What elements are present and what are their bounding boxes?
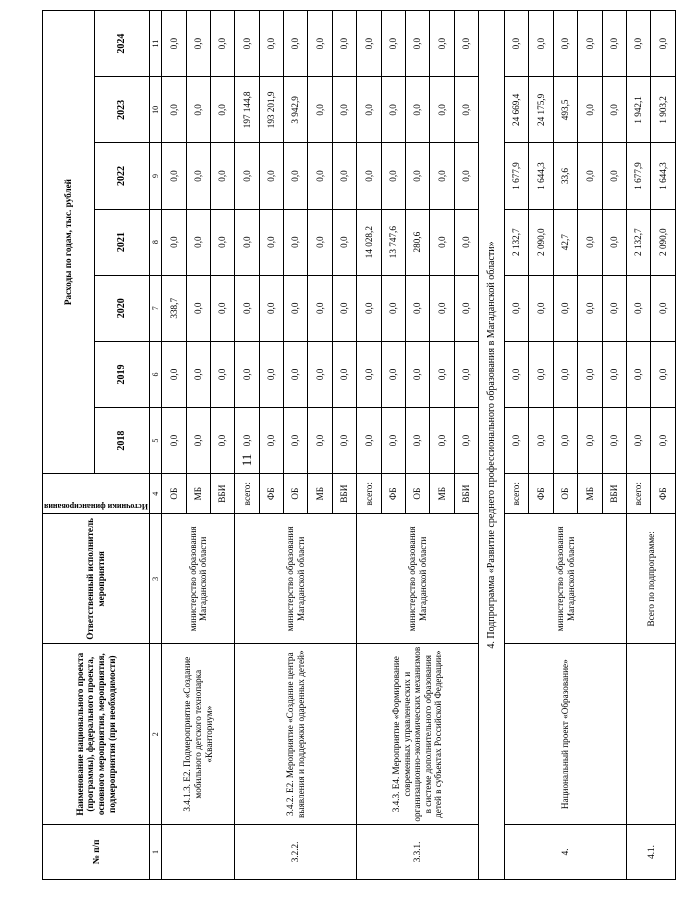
row-value-cell: 0,0 [186,143,210,209]
row-source-cell: всего: [357,474,381,514]
row-value-cell: 1 677,9 [505,143,529,209]
row-source-cell: ОБ [284,474,308,514]
row-value-cell: 0,0 [626,341,650,407]
row-value-cell: 0,0 [284,408,308,474]
row-name-cell: Национальный проект «Образование» [505,644,627,824]
row-value-cell: 0,0 [529,275,553,341]
row-number-cell: 3.2.2. [235,824,357,879]
row-source-cell: ВБИ [332,474,356,514]
row-source-cell: ОБ [553,474,577,514]
row-source-cell: МБ [186,474,210,514]
row-value-cell: 0,0 [381,77,405,143]
row-value-cell: 0,0 [210,11,234,77]
header-name: Наименование национального проекта (программы), федерального проекта, основного мероприятия, мероприятия, подмероприятия (при необходимости) [43,644,150,824]
row-value-cell: 0,0 [454,77,478,143]
header-year-2024: 2024 [94,11,149,77]
row-value-cell: 0,0 [430,408,454,474]
table-row [357,11,381,880]
row-value-cell: 24 175,9 [529,77,553,143]
row-value-cell: 0,0 [454,11,478,77]
row-value-cell: 0,0 [235,11,259,77]
row-source-cell: ФБ [259,474,283,514]
row-value-cell: 0,0 [186,408,210,474]
row-value-cell: 0,0 [505,275,529,341]
row-value-cell: 0,0 [162,143,186,209]
row-value-cell: 0,0 [529,408,553,474]
row-value-cell: 0,0 [259,275,283,341]
row-value-cell: 0,0 [162,209,186,275]
column-number-cell: 4 [149,474,161,514]
row-value-cell: 0,0 [505,11,529,77]
column-number-cell: 3 [149,514,161,644]
row-number-cell: 3.3.1. [357,824,479,879]
row-name-cell: 3.4.3. Е4. Мероприятие «Формирование современных управленческих и организационно-экономических механизмов в системе дополнительного образования детей в субъектах Российской Федерации» [357,644,479,824]
row-value-cell: 0,0 [332,275,356,341]
row-value-cell: 0,0 [529,341,553,407]
row-value-cell: 0,0 [602,77,626,143]
row-value-cell: 24 669,4 [505,77,529,143]
row-value-cell: 0,0 [308,143,332,209]
table-header [43,11,162,880]
row-value-cell: 0,0 [332,209,356,275]
row-value-cell: 0,0 [308,275,332,341]
row-source-cell: ВБИ [454,474,478,514]
row-source-cell: МБ [308,474,332,514]
row-number-cell: 4. [505,824,627,879]
row-value-cell: 0,0 [602,143,626,209]
row-value-cell: 0,0 [210,408,234,474]
row-executor-cell: министерство образования Магаданской области [357,514,479,644]
row-value-cell: 0,0 [162,77,186,143]
subprogram-title: 4. Подпрограмма «Развитие среднего профессионального образования в Магаданской области» [479,11,505,880]
row-value-cell: 0,0 [505,341,529,407]
row-source-cell: всего: [505,474,529,514]
row-value-cell: 0,0 [332,11,356,77]
header-year-2022: 2022 [94,143,149,209]
row-value-cell: 0,0 [332,143,356,209]
row-value-cell: 0,0 [235,341,259,407]
row-value-cell: 0,0 [308,77,332,143]
table-row [162,11,186,880]
row-value-cell: 0,0 [454,275,478,341]
row-value-cell: 193 201,9 [259,77,283,143]
budget-table [42,10,676,880]
row-value-cell: 0,0 [626,408,650,474]
row-value-cell: 0,0 [381,408,405,474]
row-value-cell: 0,0 [357,11,381,77]
row-value-cell: 0,0 [308,209,332,275]
row-value-cell: 0,0 [308,408,332,474]
row-value-cell: 0,0 [430,275,454,341]
row-value-cell: 0,0 [332,341,356,407]
row-value-cell: 0,0 [405,143,429,209]
row-value-cell: 0,0 [430,11,454,77]
row-value-cell: 0,0 [210,77,234,143]
row-source-cell: ОБ [405,474,429,514]
row-value-cell: 0,0 [284,11,308,77]
row-value-cell: 0,0 [553,341,577,407]
table-body [162,11,676,880]
table-row [505,11,529,880]
row-value-cell: 1 942,1 [626,77,650,143]
row-value-cell: 0,0 [186,275,210,341]
row-value-cell: 0,0 [405,77,429,143]
row-value-cell: 1 644,3 [529,143,553,209]
table-row [626,11,650,880]
column-number-cell: 5 [149,408,161,474]
table-row [235,11,259,880]
row-source-cell: всего: [626,474,650,514]
row-source-cell: ФБ [381,474,405,514]
row-value-cell: 0,0 [162,341,186,407]
row-value-cell: 0,0 [332,408,356,474]
row-value-cell: 0,0 [357,275,381,341]
column-numbers-row [149,11,161,880]
subprogram-row [479,11,505,880]
column-number-cell: 9 [149,143,161,209]
row-number-cell [162,824,235,879]
header-expenses: Расходы по годам, тыс. рублей [43,11,95,474]
row-value-cell: 2 090,0 [529,209,553,275]
row-value-cell: 0,0 [284,209,308,275]
row-value-cell: 0,0 [405,408,429,474]
column-number-cell: 1 [149,824,161,879]
column-number-cell: 10 [149,77,161,143]
row-value-cell: 0,0 [308,11,332,77]
row-value-cell: 0,0 [308,341,332,407]
row-value-cell: 42,7 [553,209,577,275]
row-value-cell: 0,0 [578,408,602,474]
row-value-cell: 2 132,7 [505,209,529,275]
row-value-cell: 0,0 [505,408,529,474]
row-value-cell: 0,0 [553,408,577,474]
page-number: 11 [239,453,254,467]
row-value-cell: 0,0 [602,275,626,341]
row-value-cell: 0,0 [578,143,602,209]
row-value-cell: 0,0 [405,341,429,407]
row-value-cell: 0,0 [186,77,210,143]
row-executor-cell: министерство образования Магаданской области [235,514,357,644]
row-value-cell: 0,0 [454,143,478,209]
row-value-cell: 0,0 [162,11,186,77]
row-value-cell: 0,0 [381,341,405,407]
header-year-2018: 2018 [94,408,149,474]
row-value-cell: 14 028,2 [357,209,381,275]
row-value-cell: 0,0 [210,143,234,209]
row-value-cell: 0,0 [430,77,454,143]
row-value-cell: 0,0 [529,11,553,77]
row-name-cell: 3.4.1.3. Е2. Подмероприятие «Создание мобильного детского технопарка «Кванториум» [162,644,235,824]
row-value-cell: 0,0 [602,341,626,407]
row-value-cell: 0,0 [578,209,602,275]
column-number-cell: 2 [149,644,161,824]
header-source [43,474,150,514]
row-value-cell: 0,0 [186,341,210,407]
row-value-cell: 0,0 [578,11,602,77]
row-value-cell: 338,7 [162,275,186,341]
row-value-cell: 0,0 [186,11,210,77]
header-year-2020: 2020 [94,275,149,341]
row-value-cell: 0,0 [602,11,626,77]
row-value-cell: 2 132,7 [626,209,650,275]
row-value-cell: 1 644,3 [651,143,676,209]
row-value-cell: 0,0 [259,143,283,209]
row-value-cell: 0,0 [626,275,650,341]
row-value-cell: 0,0 [626,11,650,77]
row-value-cell: 0,0 [357,408,381,474]
row-executor-cell: министерство образования Магаданской области [505,514,627,644]
row-value-cell: 0,0 [651,408,676,474]
row-value-cell: 0,0 [284,341,308,407]
row-value-cell: 0,0 [454,408,478,474]
row-source-cell: ФБ [529,474,553,514]
row-value-cell: 0,0 [259,11,283,77]
header-year-2021: 2021 [94,209,149,275]
row-value-cell: 0,0 [357,341,381,407]
row-value-cell: 3 942,9 [284,77,308,143]
row-value-cell: 0,0 [235,275,259,341]
row-name-cell: 3.4.2. Е2. Мероприятие «Создание центра выявления и поддержки одаренных детей» [235,644,357,824]
row-value-cell: 0,0 [578,77,602,143]
row-value-cell: 0,0 [357,77,381,143]
row-value-cell: 2 090,0 [651,209,676,275]
row-value-cell: 0,0 [454,209,478,275]
row-value-cell: 0,0 [405,275,429,341]
row-source-cell: ОБ [162,474,186,514]
row-value-cell: 0,0 [651,341,676,407]
row-value-cell: 13 747,6 [381,209,405,275]
row-value-cell: 0,0 [186,209,210,275]
row-value-cell: 1 903,2 [651,77,676,143]
row-value-cell: 0,0 [381,143,405,209]
row-name-cell [626,644,675,824]
header-year-2019: 2019 [94,341,149,407]
row-value-cell: 0,0 [430,209,454,275]
row-executor-cell: министерство образования Магаданской области [162,514,235,644]
row-value-cell: 0,0 [430,143,454,209]
row-value-cell: 0,0 [405,11,429,77]
row-source-cell: МБ [578,474,602,514]
row-value-cell: 0,0 [602,209,626,275]
row-value-cell: 0,0 [651,11,676,77]
row-value-cell: 33,6 [553,143,577,209]
row-source-cell: ВБИ [602,474,626,514]
row-value-cell: 197 144,8 [235,77,259,143]
row-value-cell: 0,0 [602,408,626,474]
row-value-cell: 0,0 [210,209,234,275]
row-source-cell: МБ [430,474,454,514]
row-value-cell: 0,0 [454,341,478,407]
row-value-cell: 0,0 [553,275,577,341]
row-value-cell: 0,0 [259,341,283,407]
column-number-cell: 11 [149,11,161,77]
column-number-cell: 7 [149,275,161,341]
row-value-cell: 0,0 [578,275,602,341]
row-value-cell: 0,0 [381,275,405,341]
row-value-cell: 493,5 [553,77,577,143]
row-value-cell: 0,0 [332,77,356,143]
row-value-cell: 0,0 [357,143,381,209]
row-value-cell: 0,0 [235,408,259,474]
row-value-cell: 0,0 [235,143,259,209]
row-value-cell: 1 677,9 [626,143,650,209]
rotated-budget-table-container [42,10,668,880]
row-value-cell: 0,0 [284,143,308,209]
header-executor: Ответственный исполнитель мероприятия [43,514,150,644]
row-value-cell: 0,0 [259,209,283,275]
header-year-2023: 2023 [94,77,149,143]
row-value-cell: 0,0 [284,275,308,341]
row-source-cell: ФБ [651,474,676,514]
row-executor-cell: Всего по подпрограмме: [626,514,675,644]
column-number-cell: 8 [149,209,161,275]
row-value-cell: 0,0 [210,341,234,407]
row-value-cell: 0,0 [553,11,577,77]
row-source-cell: ВБИ [210,474,234,514]
header-number: № п/п [43,824,150,879]
column-number-cell: 6 [149,341,161,407]
row-number-cell: 4.1. [626,824,675,879]
header-source-label: Источники финансирования [44,502,148,512]
row-value-cell: 0,0 [162,408,186,474]
row-value-cell: 0,0 [235,209,259,275]
row-value-cell: 0,0 [430,341,454,407]
row-value-cell: 0,0 [259,408,283,474]
row-value-cell: 280,6 [405,209,429,275]
row-value-cell: 0,0 [210,275,234,341]
row-source-cell: всего: [235,474,259,514]
row-value-cell: 0,0 [651,275,676,341]
row-value-cell: 0,0 [578,341,602,407]
row-value-cell: 0,0 [381,11,405,77]
